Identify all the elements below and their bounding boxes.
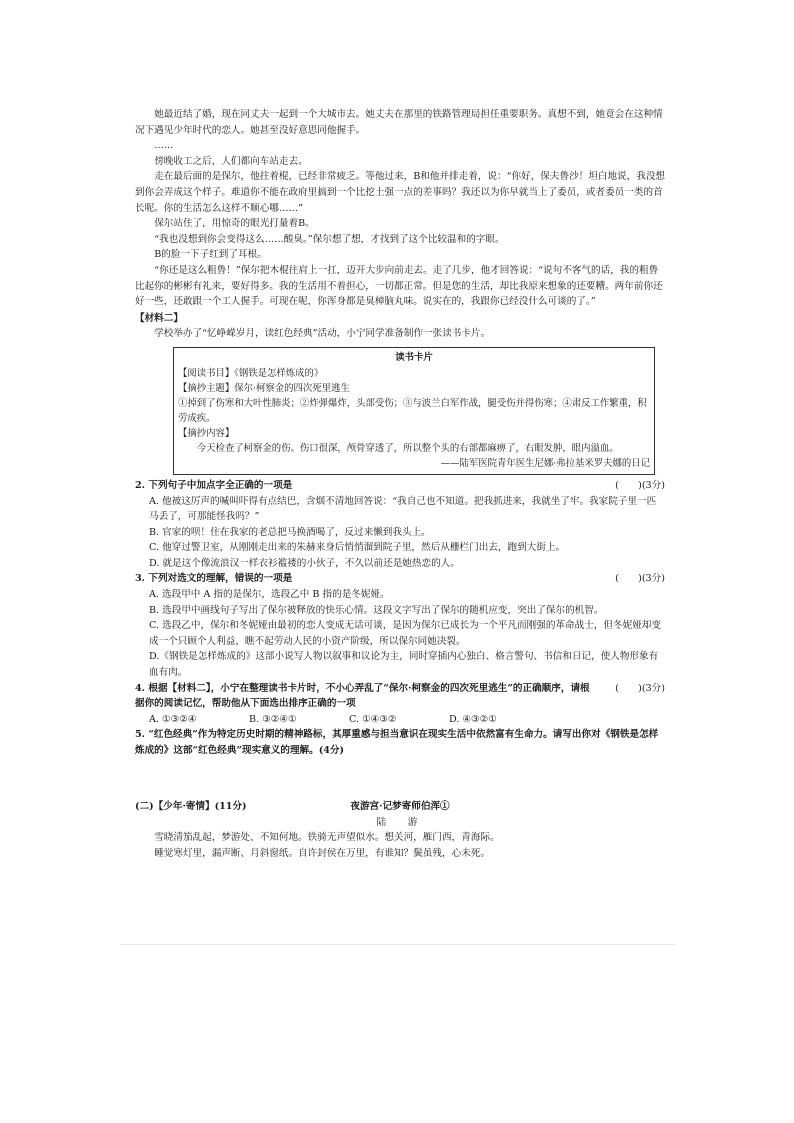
- poem-line: 睡觉寒灯里，漏声断、月斜窗纸。自许封侯在万里，有谁知？鬓虽残，心未死。: [154, 847, 490, 859]
- page-divider: [120, 944, 675, 945]
- question-4: [135, 681, 665, 712]
- card-book: 【阅读书目】《钢铁是怎样炼成的》: [178, 367, 324, 379]
- question-5: 5. “红色经典”作为特定历史时期的精神路标，其厚重感与担当意识在现实生活中依然富有生命力。请写出你对《钢铁是怎样炼成的》这部“红色经典”现实意义的理解。(4分): [135, 729, 659, 756]
- passage-paragraph: “你还是这么粗鲁！”保尔把木棍往肩上一扛，迈开大步向前走去。走了几步，他才回答说：“说句不客气的话，我的粗鲁比起你的彬彬有礼来，要好得多。我的生活用不着担心，一切都正常。但是您的生活，却比我原来想象的还要糟。两年前你还好一些，还敢跟一个工人握手。可现在呢，你浑身都是臭樟脑丸味。说实在的，我跟你已经没什么可谈的了。”: [135, 264, 663, 308]
- card-content-heading: 【摘抄内容】: [178, 427, 235, 439]
- section-title: (二)【少年·寄情】(11分): [135, 800, 247, 812]
- poem-title: 夜游宫·记梦寄师伯浑①: [350, 800, 450, 812]
- answer-blank: ( )(3分): [615, 683, 665, 695]
- option-a: A. 选段甲中 A 指的是保尔，选段乙中 B 指的是冬妮娅。: [149, 589, 390, 601]
- option-b: B. 官家的呗！住在我家的老总把马换酒喝了，反过来懒到我头上。: [149, 526, 431, 538]
- option-c: C. ①④③②: [349, 713, 397, 725]
- answer-blank: ( )(3分): [615, 573, 665, 585]
- question-2: [135, 478, 665, 494]
- question-stem: 2. 下列句子中加点字全正确的一项是: [135, 479, 293, 491]
- section-heading: [135, 799, 665, 815]
- card-title: 读书卡片: [395, 351, 433, 363]
- passage-ellipsis: ……: [154, 140, 174, 152]
- option-a: A. 他被这厉声的喊叫吓得有点结巴，含烟不清地回答说：“我自己也不知道。把我抓进来，我就坐了牢。我家院子里一匹马丢了，可那能怪我吗？”: [149, 495, 657, 523]
- passage-paragraph: 傍晚收工之后，人们都向车站走去。: [154, 155, 308, 167]
- material2-intro: 学校举办了“忆峥嵘岁月，读红色经典”活动，小宁同学准备制作一张读书卡片。: [154, 328, 491, 340]
- card-content: 今天检查了柯察金的伤。伤口很深，颅骨穿透了，所以整个头的右部都麻痹了，右眼发肿，眼内溢血。: [196, 442, 619, 454]
- document-page: [135, 107, 665, 861]
- option-b: B. 选段甲中画线句子写出了保尔被释放的快乐心情。这段文字写出了保尔的随机应变，突出了保尔的机智。: [149, 604, 604, 616]
- option-a: A. ①③②④: [149, 713, 197, 725]
- card-items: ①掉到了伤寒和大叶性肺炎；②炸弹爆炸，头部受伤；③与波兰白军作战，腿受伤并得伤寒；④肃反工作繁重，积劳成疾。: [178, 397, 647, 424]
- passage-paragraph: 她最近结了婚，现在同丈夫一起到一个大城市去。她丈夫在那里的铁路管理局担任重要职务。真想不到，她竟会在这种情况下遇见少年时代的恋人。她甚至没好意思同他握手。: [135, 109, 663, 136]
- poem-line: 雪晓清笳乱起，梦游处、不知何地。铁骑无声望似水。想关河，雁门西，青海际。: [154, 832, 500, 844]
- card-source: ——陆军医院青年医生尼娜·弗拉基米罗夫娜的日记: [440, 457, 650, 469]
- material2-heading: 【材料二】: [135, 312, 183, 324]
- option-c: C. 他穿过警卫室，从刚刚走出来的朱赫来身后悄悄溜到院子里，然后从栅栏门出去，跑到大街上。: [149, 542, 566, 554]
- reading-card: [173, 347, 655, 475]
- option-c: C. 选段乙中，保尔和冬妮娅由最初的恋人变成无话可谈，是因为保尔已成长为一个平凡而刚强的革命战士，但冬妮娅却变成一个只顾个人利益，瞧不起劳动人民的小资产阶级，所以保尔同她决裂。: [149, 620, 661, 647]
- poem-author: 陆 游: [376, 816, 424, 828]
- passage-paragraph: “我也没想到你会变得这么……酸臭。”保尔想了想，才找到了这个比较温和的字眼。: [154, 233, 505, 245]
- options-row: [135, 712, 665, 728]
- passage-paragraph: B的脸一下子红到了耳根。: [154, 249, 267, 261]
- card-topic: 【摘抄主题】保尔·柯察金的四次死里逃生: [178, 382, 350, 394]
- question-3: [135, 571, 665, 587]
- option-d: D.《钢铁是怎样炼成的》这部小说写人物以叙事和议论为主，同时穿插内心独白、格言警句、书信和日记，使人物形象有血有肉。: [149, 651, 659, 679]
- option-b: B. ③②④①: [249, 713, 297, 725]
- passage-paragraph: 保尔站住了，用惊奇的眼光打量着B。: [154, 218, 315, 230]
- option-d: D. 就是这个像流浪汉一样衣衫褴褛的小伙子，不久以前还是她热恋的人。: [149, 557, 460, 569]
- question-stem: 4. 根据【材料二】，小宁在整理读书卡片时，不小心弄乱了“保尔·柯察金的四次死里逃生”的正确顺序，请根据你的阅读记忆，帮助他从下面选出排序正确的一项: [135, 682, 590, 710]
- passage-paragraph: 走在最后面的是保尔，他拄着棍，已经非常疲乏。等他过来，B和他并排走着，说：“你好，保夫鲁沙！坦白地说，我没想到你会弄成这个样子。难道你不能在政府里搞到一个比挖土强一点的差事吗？我还以为你早就当上了委员，或者委员一类的首长呢。你的生活怎么这样不顺心哪……”: [135, 171, 666, 214]
- question-stem: 3. 下列对选文的理解，错误的一项是: [135, 573, 293, 585]
- answer-blank: ( )(3分): [615, 479, 665, 491]
- option-d: D. ④③②①: [449, 713, 497, 725]
